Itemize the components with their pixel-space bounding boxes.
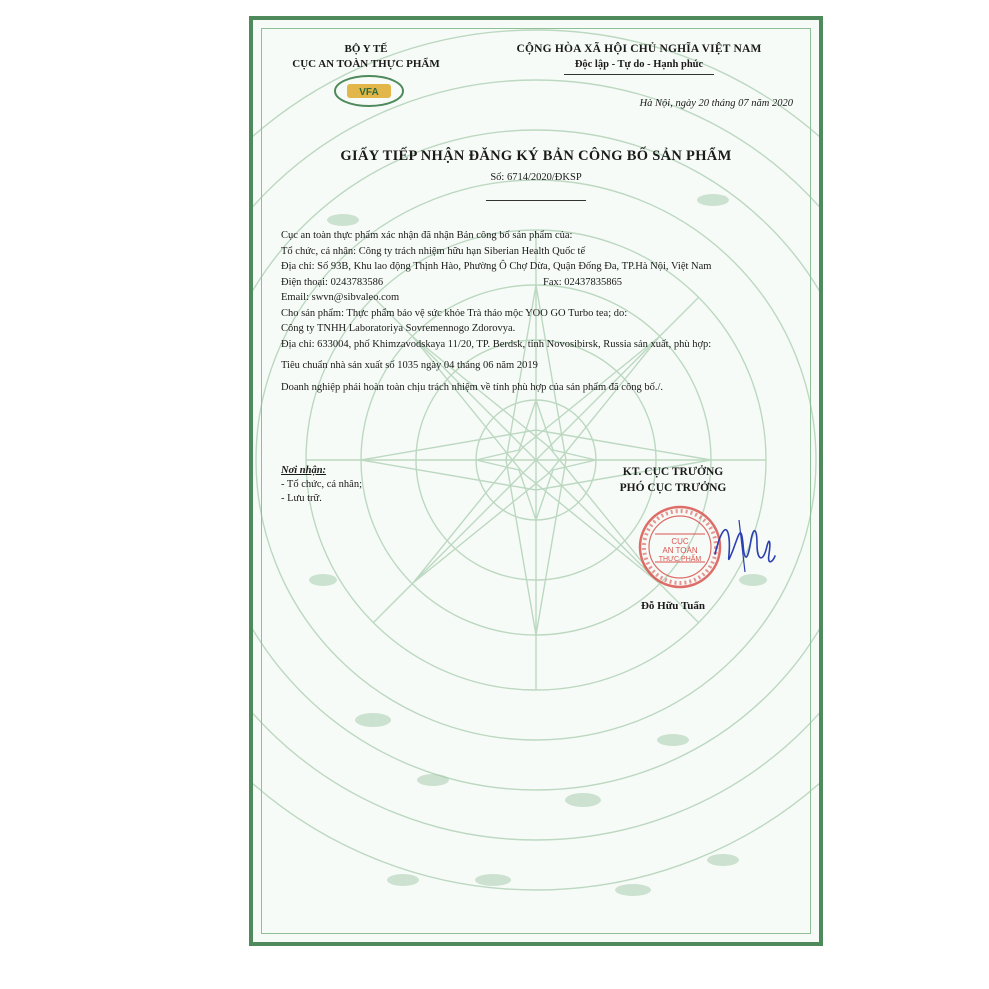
signature-title-block [563,464,783,496]
signer-name: Đỗ Hữu Tuấn [640,600,706,612]
recipient-item: - Tổ chức, cá nhân; [281,479,363,490]
fax-text: Fax: 02437835865 [543,276,623,288]
ministry-name: BỘ Y TẾ [344,43,388,55]
email-line: Email: swvn@sibvaleo.com [281,292,400,303]
logo-text: VFA [359,87,379,98]
document-title: GIẤY TIẾP NHẬN ĐĂNG KÝ BẢN CÔNG BỐ SẢN PHẨM [340,148,732,164]
responsibility-line: Doanh nghiệp phải hoàn toàn chịu trách nhiệm về tính phù hợp của sản phẩm đã công bố./. [281,381,663,393]
organization-line: Tổ chức, cá nhân: Công ty trách nhiệm hữu hạn Siberian Health Quốc tế [281,245,586,257]
issuer-header [271,42,461,72]
product-line: Cho sản phẩm: Thực phẩm bảo vệ sức khỏe Trà thảo mộc YOO GO Turbo tea; do: [281,307,628,319]
recipients-block [281,464,501,506]
recipient-item: - Lưu trữ. [281,493,322,504]
manufacturer-line: Công ty TNHH Laboratoriya Sovremennogo Zdorovya. [281,323,516,334]
manufacturer-address-line: Địa chỉ: 633004, phố Khimzavodskaya 11/20, TP. Berdsk, tỉnh Novosibirsk, Russia sản xuất, phù hợp: [281,338,712,350]
certificate-body [281,228,811,395]
agency-name: CỤC AN TOÀN THỰC PHẨM [292,58,440,70]
republic-name: CỘNG HÒA XÃ HỘI CHỦ NGHĨA VIỆT NAM [516,43,762,55]
certificate-page [249,16,823,946]
motto: Độc lập - Tự do - Hạnh phúc [574,59,704,70]
republic-header [479,42,799,75]
signature-title-line1: KT. CỤC TRƯỞNG [622,466,724,478]
contact-line [281,275,811,291]
motto-underline [564,74,714,75]
svg-text:CỤC: CỤC [671,537,689,546]
intro-line: Cục an toàn thực phẩm xác nhận đã nhận Bản công bố sản phẩm của: [281,230,573,241]
address-line: Địa chỉ: Số 93B, Khu lao động Thịnh Hào, Phường Ô Chợ Dừa, Quận Đống Đa, TP.Hà Nội, Việt Nam [281,261,712,272]
handwritten-signature [709,510,779,580]
issue-date: Hà Nội, ngày 20 tháng 07 năm 2020 [639,98,793,109]
title-underline [486,200,586,201]
signature-title-line2: PHÓ CỤC TRƯỞNG [619,482,727,494]
document-number: Số: 6714/2020/ĐKSP [490,172,582,183]
recipients-heading: Nơi nhận: [281,465,327,476]
vfa-logo [331,74,407,108]
phone-text: Điện thoại: 0243783586 [281,276,384,288]
svg-text:THỰC PHẨM: THỰC PHẨM [658,556,702,563]
svg-text:AN TOÀN: AN TOÀN [662,546,698,555]
standard-line: Tiêu chuẩn nhà sản xuất số 1035 ngày 04 tháng 06 năm 2019 [281,360,538,371]
